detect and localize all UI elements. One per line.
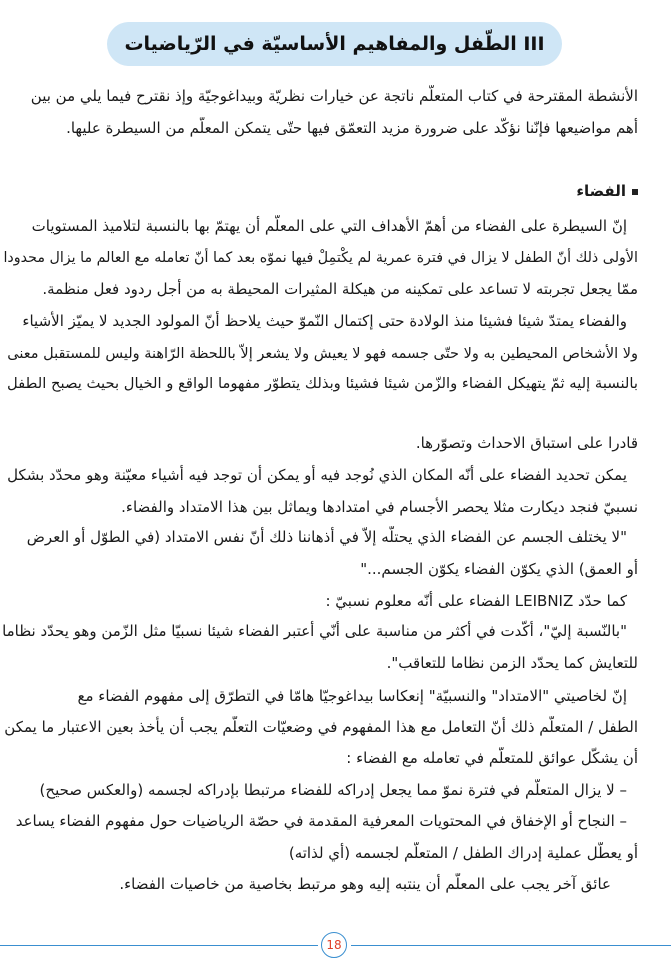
body-line: أن يشكّل عوائق للمتعلّم في تعامله مع الفضاء : [346,749,638,767]
body-line: الطفل / المتعلّم ذلك أنّ التعامل مع هذا المفهوم في وضعيّات التعلّم يجب أن يأخذ بعين الاعتبار ما يمكن [4,718,638,736]
footer-rule-left [0,945,318,946]
body-line: نسبيّ فنجد ديكارت مثلا يحصر الأجسام في امتدادها ويماثل بين هذا الامتداد والفضاء. [121,498,638,516]
page-number-text: 18 [326,938,342,952]
body-line: للتعايش كما يحدّد الزمن نظاما للتعاقب". [386,654,638,672]
body-line: ممّا يجعل تجربته لا تساعد على تمكينه من هيكلة المثيرات المحيطة به من أجل ردود فعل منظمة. [42,280,638,298]
body-line: "لا يختلف الجسم عن الفضاء الذي يحتلّه إلاّ في أذهاننا ذلك أنّ نفس الامتداد (في الطوّل أو العرض [26,528,627,546]
body-line: يمكن تحديد الفضاء على أنّه المكان الذي نُوجد فيه أو يمكن أن توجد فيه أشياء معيّنة وهو محدّد بشكل [7,466,627,484]
body-line: كما حدّد LEIBNIZ الفضاء على أنّه معلوم نسبيّ : [325,592,627,610]
intro-line-1: الأنشطة المقترحة في كتاب المتعلّم ناتجة عن خيارات نظريّة وبيداغوجيّة وإذ نقترح فيما يلي من بين [30,87,638,105]
body-line: أو يعطّل عملية إدراك الطفل / المتعلّم لجسمه (أي لذاته) [288,844,638,862]
body-line: – لا يزال المتعلّم في فترة نموّ مما يجعل إدراكه للفضاء مرتبطا بإدراكه لجسمه (والعكس صحيح) [39,781,627,799]
intro-line-2: أهم مواضيعها فإنّنا نؤكّد على ضرورة مزيد التعمّق فيها حتّى يتمكن المعلّم من السيطرة عليها. [66,119,638,137]
body-line: ولا الأشخاص المحيطين به ولا حتّى جسمه فهو لا يعيش ولا يشعر إلاّ باللحظة الرّاهنة وليس للمستقبل معنى [7,346,638,362]
body-line: "بالنّسبة إليّ"، أكّدت في أكثر من مناسبة على أنّي أعتبر الفضاء شيئا نسبيّا مثل الزّمن وهو يحدّد نظاما [2,622,627,640]
body-line: إنّ لخاصيتي "الامتداد" والنسبيّة" إنعكاسا بيداغوجيّا هامّا في التطرّق إلى مفهوم الفضاء مع [77,687,627,705]
body-line: عائق آخر يجب على المعلّم أن ينتبه إليه وهو مرتبط بخاصية من خاصيات الفضاء. [119,875,611,893]
body-line: إنّ السيطرة على الفضاء من أهمّ الأهداف التي على المعلّم أن يهتمّ بها بالنسبة لتلاميذ المستويات [31,217,627,235]
chapter-title-banner [107,22,562,66]
section-heading-text: الفضاء [576,182,626,200]
page-number [321,932,347,958]
body-line: بالنسبة إليه ثمّ يتهيكل الفضاء والزّمن شيئا فشيئا وبذلك يتطوّر مفهوما الواقع و الخيال بحيث يصبح الطفل [6,375,638,392]
footer-rule-right [351,945,671,946]
body-line: قادرا على استباق الاحداث وتصوّرها. [415,434,638,452]
body-line: والفضاء يمتدّ شيئا فشيئا منذ الولادة حتى إكتمال النّموّ حيث يلاحظ أنّ المولود الجديد لا يميّز الأشياء [22,312,627,330]
body-line: الأولى ذلك أنّ الطفل لا يزال في فترة عمرية لم يكْتمِلْ فيها نموّه بعد كما أنّ تعامله مع العالم ما يزال محدودا [3,250,638,266]
chapter-title: III الطّفل والمفاهيم الأساسيّة في الرّياضيات [124,33,545,55]
body-line: – النجاح أو الإخفاق في المحتويات المعرفية المقدمة في حصّة الرياضيات حول مفهوم الفضاء يساعد [15,812,627,830]
section-heading [0,180,671,202]
body-line: أو العمق) الذي يكوّن الفضاء يكوّن الجسم..." [360,560,638,578]
square-bullet-icon [632,189,638,195]
